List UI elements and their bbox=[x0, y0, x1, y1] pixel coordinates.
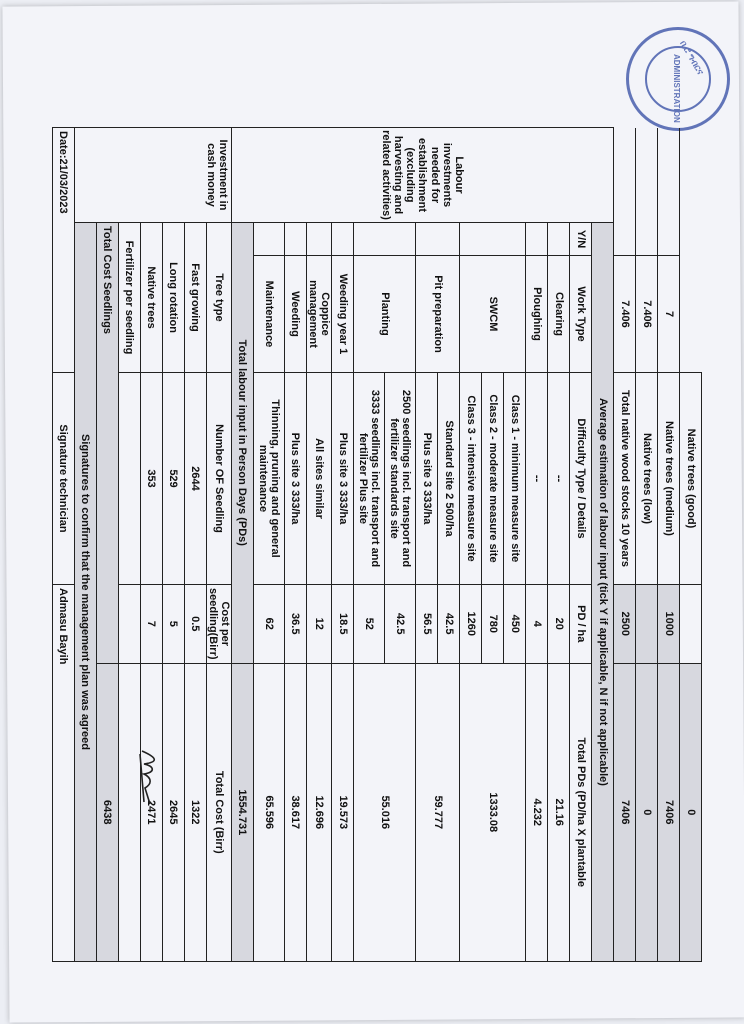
table-row: Coppice management All sites similar 12 12.696 bbox=[306, 128, 331, 962]
signature-title: Signatures to confirm that the management plan was agreed bbox=[74, 223, 96, 962]
labour-investment-table bbox=[52, 127, 702, 962]
table-row: Plus site 3 333/ha 56.5 bbox=[416, 128, 438, 962]
table-row: Planting 2500 seedlings incl. transport and fertilizer standards site 42.5 55.016 bbox=[385, 128, 416, 962]
table-row: Class 3 - intensive measure site 1260 bbox=[460, 128, 482, 962]
table-row bbox=[96, 128, 118, 962]
table-row: 7 Native trees (medium) 1000 7406 bbox=[658, 128, 680, 962]
table-header-row: Investment in cash money Tree type Number OF Seedling Cost per seedling(Birr) Total Cost (Birr) bbox=[206, 128, 231, 962]
table-row: Weeding Plus site 3 333/ha 36.5 38.617 bbox=[284, 128, 306, 962]
table-row: Ploughing -- 4 4.232 bbox=[526, 128, 548, 962]
table-row: Fast growing 2644 0.5 1322 bbox=[184, 128, 206, 962]
table-row: Pit preparation Standard site 2 500/ha 42.5 59.777 bbox=[438, 128, 460, 962]
labour-total-label: Total labour input in Person Days (PDs) bbox=[231, 223, 253, 664]
table-row bbox=[231, 128, 253, 962]
table-row: SWCM Class 1 - minimum measure site 450 1333.08 bbox=[504, 128, 526, 962]
labour-section-label: Labour investments needed for establishment (excluding harvesting and related activities) bbox=[231, 128, 613, 223]
rotated-document bbox=[57, 22, 722, 962]
handwritten-signature bbox=[136, 748, 162, 808]
technician-name: Admasu Bayih bbox=[52, 585, 74, 962]
table-row bbox=[74, 128, 96, 962]
labour-title: Average estimation of labour input (tick Y if applicable, N if not applicable) bbox=[592, 223, 614, 962]
table-row: Fertilizer per seedling bbox=[118, 128, 140, 962]
date-field: Date:21/03/2023 bbox=[52, 128, 74, 373]
table-row: Native trees (good) 0 bbox=[680, 128, 702, 962]
table-header-row: Y/N Work Type Difficulty Type / Details PD / ha Total PDs (PD/ha X plantable bbox=[570, 128, 592, 962]
table-row: 7.406 Native trees (low) 0 bbox=[636, 128, 658, 962]
table-row: Long rotation 529 5 2645 bbox=[162, 128, 184, 962]
table-row: Clearing -- 20 21.16 bbox=[548, 128, 570, 962]
seedling-total-label: Total Cost Seedlings bbox=[96, 223, 118, 664]
table-row: Native trees 353 7 2471 bbox=[140, 128, 162, 962]
official-stamp: ቢሮ ግብርና ADMINISTRATION bbox=[626, 27, 730, 131]
table-row: Weeding year 1 Plus site 3 333/ha 18.5 19.573 bbox=[332, 128, 354, 962]
labour-total-value: 1554.731 bbox=[231, 663, 253, 961]
signature-row: Date:21/03/2023 Signature technician Admasu Bayih bbox=[52, 128, 74, 962]
table-row: Maintenance Thinning, pruning and general maintenance 62 65.596 bbox=[253, 128, 284, 962]
seedling-total-value: 6438 bbox=[96, 663, 118, 961]
table-row bbox=[592, 128, 614, 962]
table-row: 3333 seedlings incl. transport and fertilizer Plus site 52 bbox=[354, 128, 385, 962]
table-row: Class 2 - moderate measure site 780 bbox=[482, 128, 504, 962]
table-row: 7.406 Total native wood stocks 10 years 2500 7406 bbox=[614, 128, 636, 962]
investment-section-label: Investment in cash money bbox=[74, 128, 231, 223]
